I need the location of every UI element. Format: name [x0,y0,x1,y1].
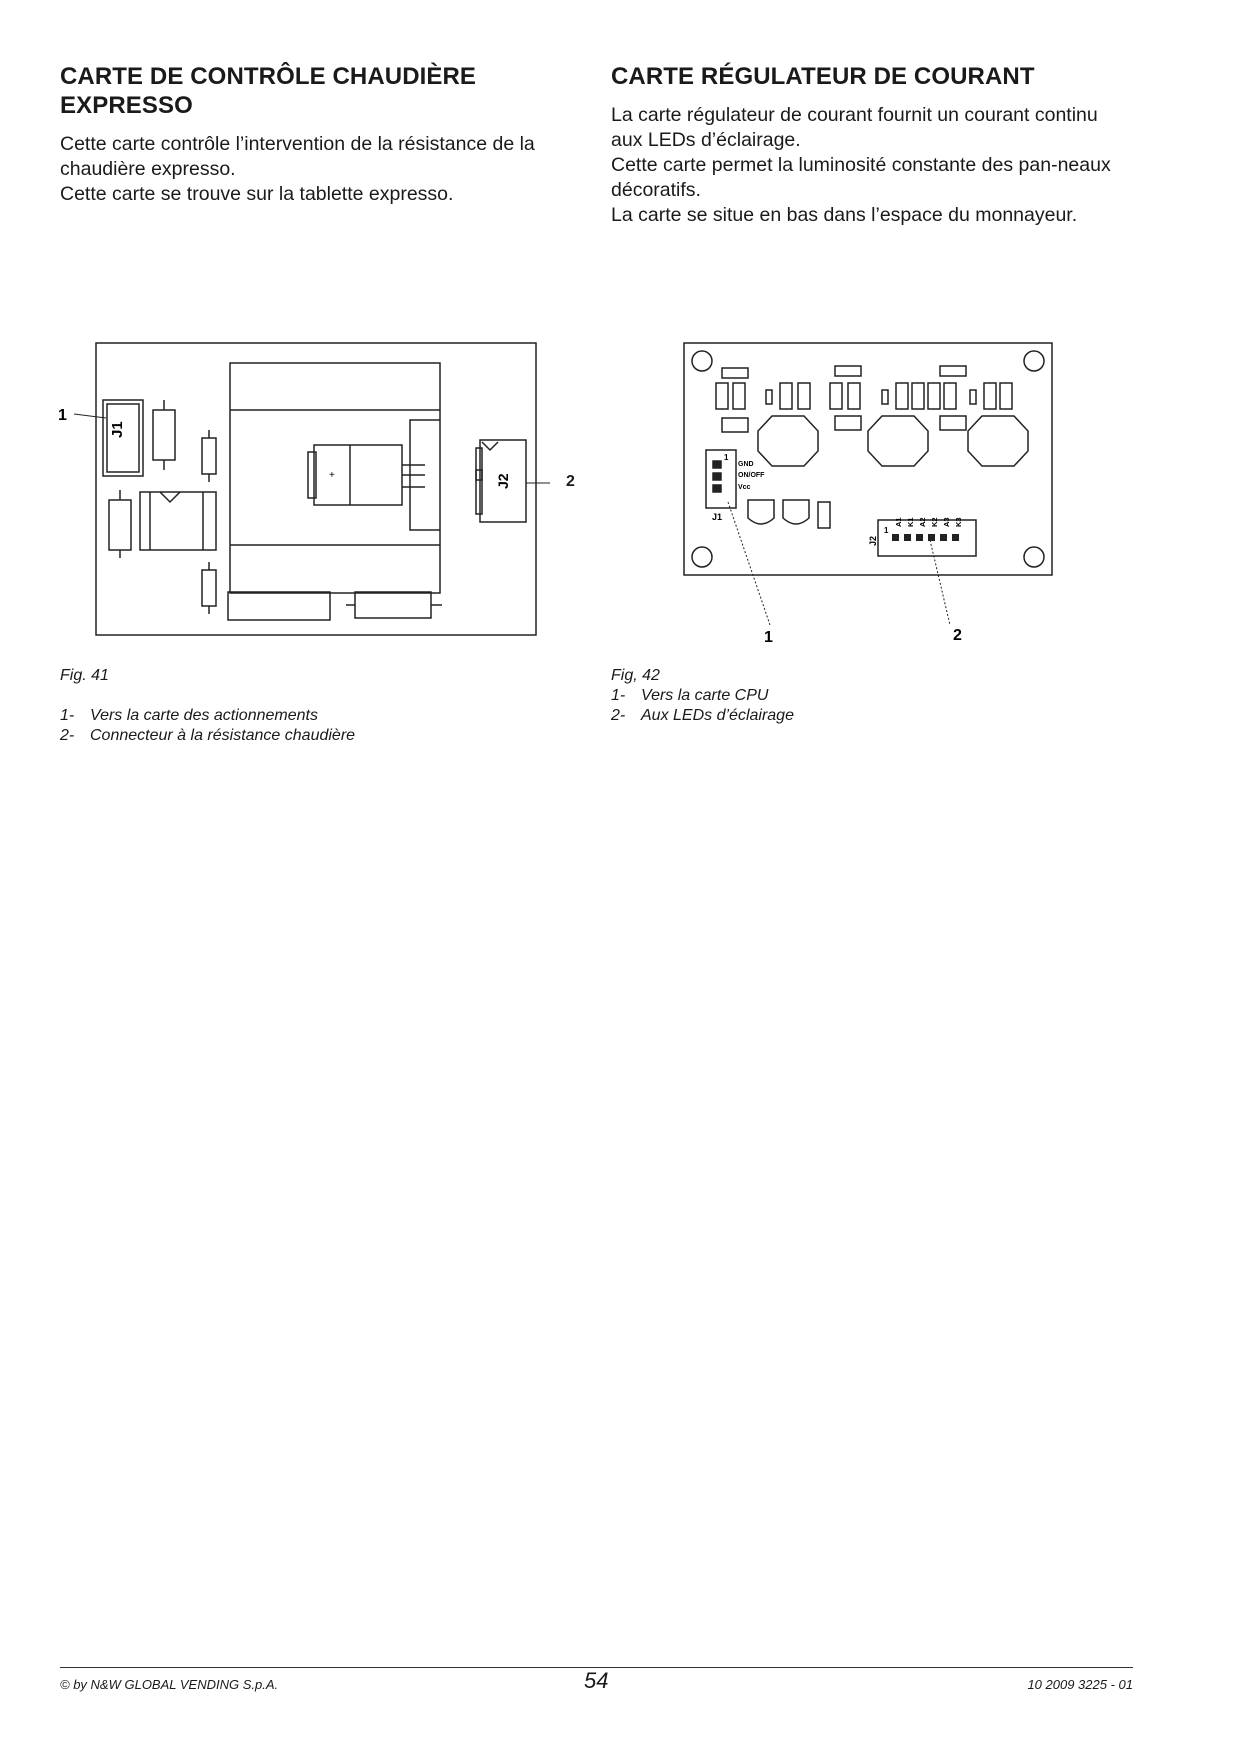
paragraph: La carte régulateur de courant fournit un courant continu aux LEDs d’éclairage. [611,104,1098,151]
callout-2: 2 [566,473,575,490]
right-column [611,62,1121,228]
page-number: 54 [584,1668,609,1693]
triac [314,445,402,505]
j2-label: J2 [868,535,878,546]
document-reference: 10 2009 3225 - 01 [1027,1677,1133,1692]
legend-text: Aux LEDs d’éclairage [641,707,794,724]
j2-pin-k3: K3 [954,517,963,527]
figure-label: Fig. 41 [60,667,109,684]
legend-item [611,686,1091,706]
j2-pin-a3: A3 [942,517,951,527]
j2-pin-k2: K2 [930,517,939,527]
figure-42-current-regulator-diagram [620,330,1070,660]
figure-41-boiler-board-diagram [50,330,575,660]
board-drawing [620,330,1070,660]
onoff-label: ON/OFF [738,472,765,479]
figure-label: Fig, 42 [611,667,660,684]
j1-pin1-label: 1 [724,453,729,462]
gnd-label: GND [738,461,754,468]
capacitor [140,492,216,550]
legend-number: 1- [60,707,75,724]
inductor [868,416,928,466]
j1-label: J1 [712,512,723,522]
legend-item [60,706,540,726]
legend-text: Vers la carte CPU [641,687,769,704]
callout-2: 2 [953,627,962,644]
legend-number: 1- [611,687,626,704]
j2-label: J2 [495,473,511,489]
plus-label: + [329,470,335,481]
board-drawing [50,330,550,660]
legend-text: Connecteur à la résistance chaudière [90,727,356,744]
paragraph: Cette carte se trouve sur la tablette expresso. [60,183,454,205]
figure-41-caption [60,666,540,746]
j1-label: J1 [109,421,126,438]
callout-1: 1 [764,629,773,646]
paragraph: La carte se situe en bas dans l’espace du monnayeur. [611,204,1078,226]
j2-pin-a2: A2 [918,517,927,527]
figure-42-caption [611,666,1091,726]
legend-number: 2- [611,707,626,724]
legend-item [60,726,540,746]
legend-item [611,706,1091,726]
legend-text: Vers la carte des actionnements [90,707,318,724]
paragraph: Cette carte contrôle l’intervention de la résistance de la chaudière expresso. [60,133,535,180]
j2-pin-k1: K1 [906,517,915,527]
heading-boiler-control-board: CARTE DE CONTRÔLE CHAUDIÈRE EXPRESSO [60,63,477,119]
relay-block [230,363,440,593]
legend-number: 2- [60,727,75,744]
left-column [60,62,570,207]
inductor [968,416,1028,466]
inductor [758,416,818,466]
heading-current-regulator-board: CARTE RÉGULATEUR DE COURANT [611,63,1035,90]
j2-pin1-label: 1 [884,526,889,535]
footer-copyright: © by N&W GLOBAL VENDING S.p.A. [60,1677,279,1692]
vcc-label: Vcc [738,484,751,491]
j2-pin-a1: A1 [894,517,903,527]
callout-1: 1 [58,407,67,424]
paragraph: Cette carte permet la luminosité constante des pan-neaux décoratifs. [611,154,1111,201]
